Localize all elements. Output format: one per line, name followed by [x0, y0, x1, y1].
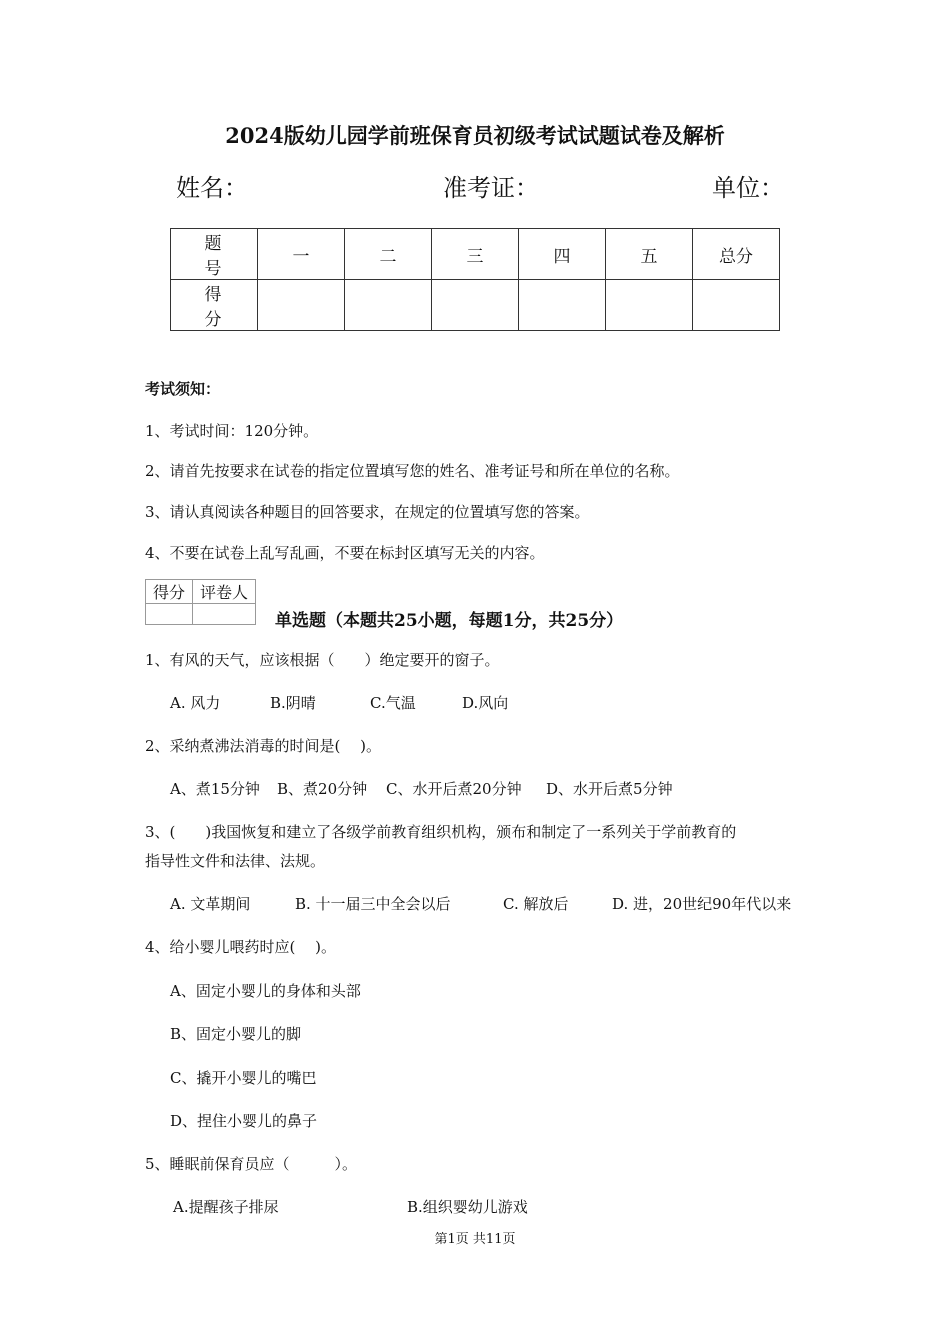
section-title: 单选题（本题共25小题，每题1分，共25分） — [275, 611, 624, 631]
question-stem: 3、( )我国恢复和建立了各级学前教育组织机构，颁布和制定了一系列关于学前教育的 — [145, 823, 737, 841]
score-input-cell[interactable] — [693, 280, 780, 331]
grader-box — [145, 579, 256, 625]
notice-title: 考试须知： — [145, 380, 221, 398]
answer-option[interactable]: D. 进，20世纪90年代以来 — [612, 895, 792, 913]
score-row-label: 得分 — [171, 280, 258, 331]
score-header-cell: 总分 — [693, 229, 780, 280]
answer-option[interactable]: B、固定小婴儿的脚 — [170, 1025, 302, 1043]
score-table — [170, 228, 780, 331]
score-header-cell: 一 — [258, 229, 345, 280]
page-footer: 第1页 共11页 — [434, 1232, 516, 1247]
answer-option[interactable]: C、水开后煮20分钟 — [386, 780, 522, 798]
answer-option[interactable]: C.气温 — [370, 694, 416, 712]
unit-field-label: 单位： — [712, 174, 784, 202]
grader-reviewer-label: 评卷人 — [193, 580, 256, 604]
question-stem: 5、睡眠前保育员应（ ）。 — [145, 1155, 358, 1173]
notice-item: 2、请首先按要求在试卷的指定位置填写您的姓名、准考证号和所在单位的名称。 — [145, 462, 680, 480]
exam-id-field-label: 准考证： — [443, 174, 539, 202]
notice-item: 3、请认真阅读各种题目的回答要求，在规定的位置填写您的答案。 — [145, 503, 590, 521]
answer-option[interactable]: C. 解放后 — [503, 895, 569, 913]
answer-option[interactable]: A. 风力 — [170, 694, 221, 712]
question-stem-continued: 指导性文件和法律、法规。 — [145, 852, 326, 870]
question-stem: 2、采纳煮沸法消毒的时间是( )。 — [145, 737, 382, 755]
notice-item: 1、考试时间：120分钟。 — [145, 422, 319, 440]
answer-option[interactable]: A. 文革期间 — [170, 895, 251, 913]
question-stem: 4、给小婴儿喂药时应( )。 — [145, 938, 337, 956]
score-input-cell[interactable] — [606, 280, 693, 331]
answer-option[interactable]: B、煮20分钟 — [277, 780, 368, 798]
score-header-cell: 三 — [432, 229, 519, 280]
score-header-cell: 题号 — [171, 229, 258, 280]
document-title: 2024版幼儿园学前班保育员初级考试试题试卷及解析 — [225, 123, 725, 148]
answer-option[interactable]: B. 十一届三中全会以后 — [295, 895, 451, 913]
grader-score-label: 得分 — [146, 580, 193, 604]
score-table-header-row — [171, 229, 780, 280]
grader-score-cell[interactable] — [146, 604, 193, 625]
answer-option[interactable]: D、捏住小婴儿的鼻子 — [170, 1112, 318, 1130]
answer-option[interactable]: D、水开后煮5分钟 — [546, 780, 673, 798]
score-input-cell[interactable] — [519, 280, 606, 331]
notice-item: 4、不要在试卷上乱写乱画，不要在标封区填写无关的内容。 — [145, 544, 545, 562]
score-input-cell[interactable] — [432, 280, 519, 331]
answer-option[interactable]: A、固定小婴儿的身体和头部 — [170, 982, 361, 1000]
answer-option[interactable]: A.提醒孩子排尿 — [173, 1198, 279, 1216]
answer-option[interactable]: C、撬开小婴儿的嘴巴 — [170, 1069, 317, 1087]
name-field-label: 姓名： — [176, 174, 248, 202]
score-header-cell: 二 — [345, 229, 432, 280]
answer-option[interactable]: B.组织婴幼儿游戏 — [407, 1198, 528, 1216]
score-table-score-row — [171, 280, 780, 331]
score-header-cell: 四 — [519, 229, 606, 280]
answer-option[interactable]: B.阴晴 — [270, 694, 316, 712]
grader-reviewer-cell[interactable] — [193, 604, 256, 625]
question-stem: 1、有风的天气，应该根据（ ）绝定要开的窗子。 — [145, 651, 500, 669]
score-header-cell: 五 — [606, 229, 693, 280]
answer-option[interactable]: A、煮15分钟 — [170, 780, 260, 798]
score-input-cell[interactable] — [258, 280, 345, 331]
answer-option[interactable]: D.风向 — [462, 694, 509, 712]
score-input-cell[interactable] — [345, 280, 432, 331]
